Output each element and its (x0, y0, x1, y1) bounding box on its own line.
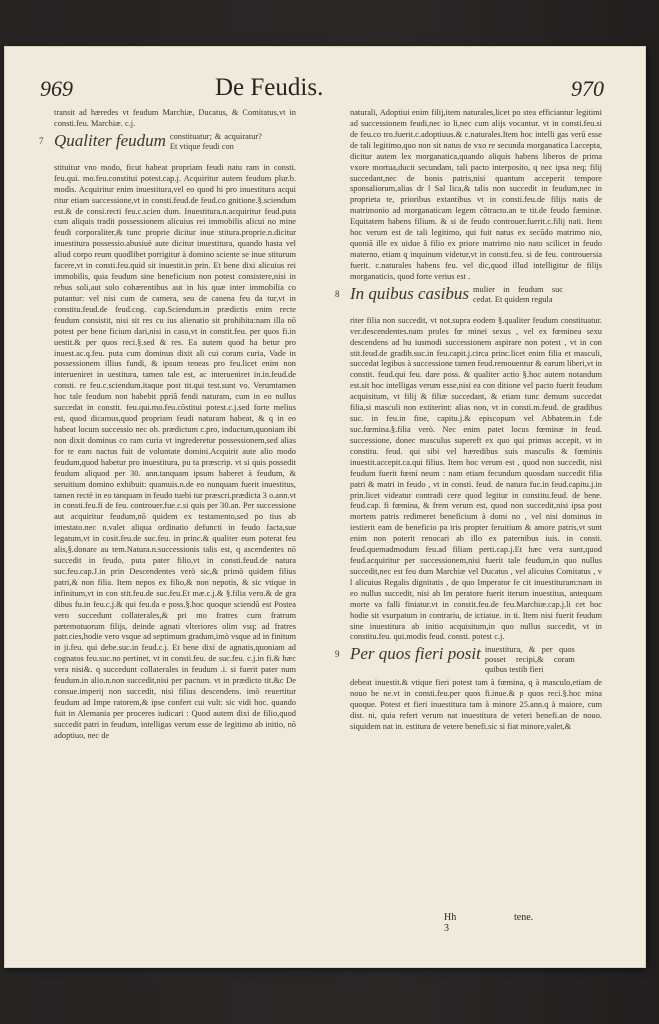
left-intro: transit ad hæredes vt feudum Marchiæ, Ducatus, & Comitatus,vt in consti.feu. Marchiæ. c.j. (54, 108, 296, 128)
section-title: Qualiter feudum (54, 130, 166, 150)
right-column (335, 108, 602, 733)
section-number: 9 (335, 649, 340, 660)
section-title: Per quos fieri posit (350, 644, 481, 664)
running-header (30, 74, 616, 106)
section-number: 7 (39, 135, 44, 146)
section-title-continuation: inuestitura, & per quos posset recipi,& coram quibus testib fieri (484, 645, 575, 675)
page-number-left: 969 (40, 76, 73, 101)
section-title: In quibus casibus (350, 283, 469, 303)
section-number: 8 (335, 288, 340, 299)
section-title-continuation: constituatur; & acquiratur? Et vtique feudi con (169, 131, 262, 151)
running-title: De Feudis. (215, 74, 324, 101)
section-heading-7 (39, 130, 296, 160)
section-body-8: riter filia non succedit, vt not.supra eodem §.qualiter feudum constituatur. ver.descendentes.nam proles fœ minei sexus , vel ex fœminea sexu descendens ad hu iusmodi successionem aspirare non potest , vt in con stit.feud.de gradib.suc.in feu.capit.j.circa princ.licet enim filia et masculi, succedat legibus à successione tamen feud.remouentur & earum liberi,vt in constit. feud.qui feu. dare poss. & qualiter actio §.hoc autem notandum est.sit hoc intelligas verum esse,nisi ea con ditione vel pacto fuerit feudum acquisitum, vt filij & filiæ succedant, & etiam tunc demum succedat filia,si masculi non extiterint: alias non, vt in consti.m.feud. de gradibus suc. in feu.in fine, capitu.j.& episcopum vel Abbatem.in f.de suc.fœmina.§.filia verò. Nec enim patet locus fœminæ in feud. successione, donec masculus supereft ex quo qui primus accepit, vt in constitu. feud. qui sibi vel hæredibus suis masculis & fœminis inuestit.accepit.ca.qui filius. Item hoc verum est , quod non succedit, nisi feudum fuerit fœmi neum : nam etiam fecundum quosdam succedit filia patri & matri in feudo , vt in consti. feud. de natura fuc.in feud.capitu.j.in prin.licet videatur contradi cere quod legitur in constitu.feud. de bene. feud.cap. fi fœmina, & frem verum est, quod non succedit,nisi ipsa post mortem patris redimeret beneficium à domi no , vel nisi dominus in iestierit eam de beneficio pa tris propter feruitium & amore patris,vt sunt enim non poterit renocari ab illo ex paternibus iuis. in consti. feud.quemadmodum feu.ad filiam perti.cap.j.Et hæc vera sunt,quod feud.acquiritur per successionem,nisi fuerit tale feudum,in quo nullus succedit,nec est feu dum Marchiæ vel Ducatus , vel alicuius Comitatus , v l alicuius Regalis dignitatis , de quo Imperator fe cit inuestituram:nam in eo nullus succedit, nisi ab Im peratore fuerit iterum inuestitus, antequam morte va falli finiatur.vt in constit.feu.de feu.Marchiæ.cap.j.li cet hoc hodie sit vsurpatum in contrariu, de ictiatue. in ti. Item nisi fuerit feudum sine inuestitura ab initio acquisitum,in quo nullus succedit, vt in constitu.feu. qui.modis feud. consti. potest c.j. (350, 315, 602, 642)
section-heading-9 (335, 644, 602, 675)
catchword: tene. (514, 912, 534, 923)
right-intro: naturali, Adoptiui enim filij,item naturales,licet po stea efficiantur legitimi ad successionem feudi,nec io li,nec cum alijs vocantur. vt in consti.feu.si de feu.co tro.fuerit.c.adoptiuus.& c.naturales.Item hoc intelli gas verū esse de tali legitimo,quo non sit natus de vxo re secunda morganatica l.accepta, dicitur autem lex morganatica,quando aliquis habens liberos de prima vxore mortua,ducit secundam, tali pacto interposito, q nec ipsa neq; filij succedant,nec de bonis patris,nisi quantum acceperit tempore sponsaliorum,alias dr l Sal lica,& talis non succedit in feudum,nec in proprieta te, prioribus extantibus vt in consti.feu.de filijs natis de matrimonio ad morganaticam legem cōtracto.an te tit.de feudo fæminæ. Equitatem habens filium. & si de feudo controuer.fuerit.c.filij nati. Item hoc verum est de tali legitimo, qui fuit natus ex secūdo matrimo nio, quoniā ille ex uidue â filio ex priore matrimo nio nato scilicet in feudo materno, etiam q inquinum videtur,vt in consti.feu. si de feu. controuersia fuerit. c.naturales habens feu. vel dic,quod illud intelligitur de filijs morganaticis, quod forte verius est . (350, 108, 602, 281)
section-title-continuation: mulier in feudum suc cedat. Et quidem regula (473, 284, 563, 304)
signature-mark: Hh 3 (444, 912, 457, 934)
page-number-right: 970 (571, 76, 604, 101)
section-body-9: debeat inuestit.& vtique fieri potest tam à fœmina, q à masculo,etiam de nouo be ne.vt in consti.feu.per quos fi.inue.& p quos reci.§.hoc mina quoque. Potest et fieri inuestitura tam à minore 25.ann.q à maiore, cum dist. ni, quia refert verum nat inuestitura de veteri benefi.an de nouo. siquidem nat in. estitura de vetere benefi.sic si fiat minore,valet,& (350, 678, 602, 732)
section-body-7: stituitur vno modo, ficut habeat propriam feudi natu ram in consti. feu.qui. mo.feu.constitui potest.cap.j. Acquiritur autem feudum plur.b. modis. Acquiritur enim inuestitura,vel eo quod hi pro inuestitura acqui ritur etiam successione,vt in consti.feud.de feud.co gnitione.§.sciendum est.& de consi.recti feu.c.scien dum. Inuestitura.n.acquiritur feud.puta cum aliquis tradit possessionem alicuius rei immobilis alicui no mine feudi corporaliter,& tunc proprie dicitur inue stitura.proprie.n.dicitur inuestitura possessio.abusiuè aute dicitur inuestitura, quando hasta vel aliud corpo reum quodlibet porrigitur à domino sciente se inue stiturum facere,vt in consti.feu.quid sit inuestit.in prin. Et bene dixi alicuius rei immobilis, quia feudum sine beneficium non potest consistere,nisi in rebus soli,aut solo cohærentibus aut in his quæ inter immobilia co putantur: vel nisi cum de camera, seu de canena feu da tur,vt in constitu.feud.de feud.cog. cap.Sciendum.in prædictis enim recte feudum consistit, nisi sit res cu ius alienatio sit prohibita:nam illa nō potest per bene ficium dari,nisi in casu,vt in constit.feu. per quos fi.in uestit.& per quos reci.§.sed & res. Ea autem quod ha betur pro inuest.ac.q.feu. puta cum dominus dixit ali cui coram curia, Vade in possessionem illius fundi, & ipsum teneas pro feu.licet enim non interueniret in uestitura, tamen tale est, ac interueniret in.in.feud.de consti. re feu.c.sciendum.itaque post tit.qui test.sunt vo. Verumtamen hoc tale feudum non habebit ppriâ fendi naturam, cum in eo nullus succedat in constit. feu.qui.mo.feu.cōstitui potest.c.j.sed forte melius est, quod dicamus,quod propriam feudi naturam habeat, & q in eo habeat locum successio nec ob. prædictum c.pro, inductum,quoniam ibi non dixit dominus co ram curia vt ingrederetur possessionem,sed alias for te eam nactus fuit de voluntate domini.Acquirit aute alio modo feudum,quod habetur pro inuestitura, pu ta præscrip. vt si quis possedit feudum aliquod per 30. ann.tanquam ipsum haberet à feudum, & seruitium domino exhibuit: quamuis.n.de eo nunquam fuerit inuestitus, tamen rectè in eo tanquam in feudo tuebi tur præscri.prædicta 3 o.ann.vt in consti.feu.fi de feu. controuer.fue.c.si quis per 30.an. Per successione aut acquiritur feudum,nō quidem ex testamento,sed po tius ab intestato.nec n.valet aliqua ordinatio defuncti in feudo facta,sue legatum,vt in cosit.feu.de suc.feu. in princ.& qualiter eum poterat feu alis,§.donare au tem.Natura.n.successionis talis est, q ascendentes nō succedit in feudo, puta pater filio,vt in consti.feud.de natura suc.feu.cap.J.in prin Descendentes verò sic,& primò quidem filius patri,& non filia. Item nepos ex filio,& non nepotis, & sic vtique in infinitum,vt in con stit.feu.de suc.feu.Et mæ.c.j.& §.filia vero.& de gra dibus fu.in feu.c.j.& qui feu.da e poss.§.hoc quoque sciendū est Postea vero succedunt collaterales,& pri mo fratres cum fratrum pætemotuorum filijs, deinde agnati vlteriores olim vsq; ad fratres patr.cies,hodie vero vsque ad septimum gradum,imò vsque ad in finitum in ji.feu. qui debe.suc.in feud.c.j. Et bene dixi de agnatis,quoniam ad cognatos feu.suc.no pertinet, vt in consti.feu. de suc.feu. c.j.in fi.& hæc vera nisi&. q succedunt collaterales in feudum .i. si fuerit pater num feudum.in alio.n.non succedit,nisi per pactum. vt in prædicto tit.&c De consue.imperij non succedit, nisi filius descendens. imò reuertitur feudum ad Impe ratorem,& ipse confert cui vult: sic vidi hoc. quando fuit in Alemania per proceres iudicari : Quod autem dixi de filio,quod succedit patri in feudum, intelligas verum esse de legitimo ab initio, nō adoptiuo, nec de (54, 162, 296, 740)
left-column (39, 108, 296, 742)
book-page (4, 46, 646, 968)
section-heading-8 (335, 283, 602, 313)
